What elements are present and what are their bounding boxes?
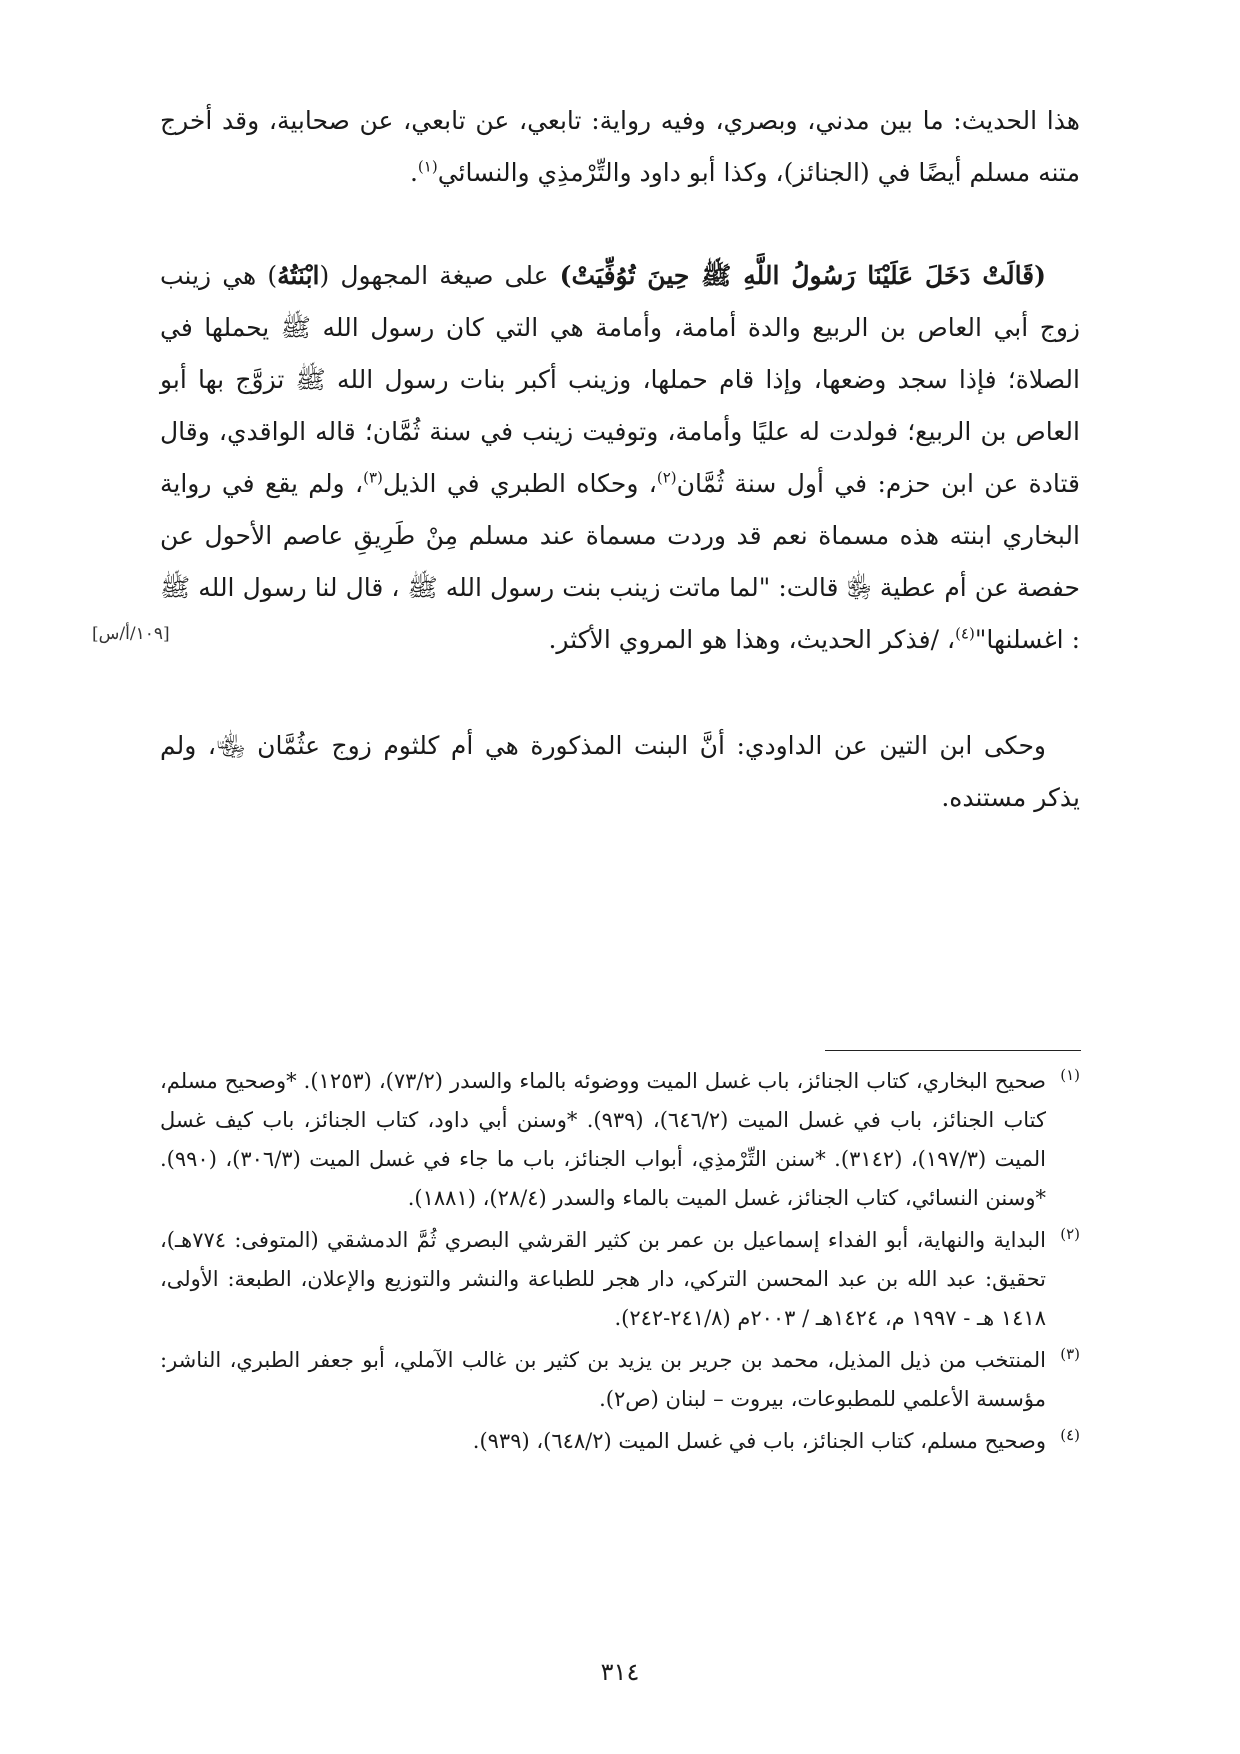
footnotes (160, 1062, 1080, 1464)
footnote-number: (٣) (1060, 1345, 1080, 1363)
footnote-1 (160, 1062, 1080, 1218)
footnote-2 (160, 1221, 1080, 1338)
footnote-separator (825, 1050, 1081, 1051)
paragraph-2-text-a: على صيغة المجهول ( (319, 261, 560, 290)
paragraph-1-end: . (409, 158, 418, 187)
quote-close: ) (559, 261, 572, 290)
footnote-number: (٤) (1060, 1426, 1080, 1444)
explained-term: ابْنَتُهُ (277, 261, 320, 290)
paragraph-2-text-b: ) هي زينب زوج أبي العاص بن الربيع والدة أمامة، وأمامة هي التي كان رسول الله ﷺ يحملها في الصلاة؛ فإذا سجد وضعها، وإذا قام حملها، وزينب أكبر بنات رسول الله ﷺ تزوَّج بها أبو العاص بن الربيع؛ فولدت له عليًا وأمامة، وتوفيت زينب في سنة ثُمَّان؛ قاله الواقدي، وقال قتادة عن ابن حزم: في أول سنة ثُمَّان (160, 261, 1080, 498)
paragraph-2 (160, 250, 1080, 666)
hadith-quote: قَالَتْ دَخَلَ عَلَيْنَا رَسُولُ اللَّهِ ﷺ حِينَ تُوُفِّيَتْ (571, 261, 1035, 290)
footnote-ref-2[interactable]: (٢) (656, 468, 677, 487)
footnote-text: صحيح البخاري، كتاب الجنائز، باب غسل الميت ووضوئه بالماء والسدر (٧٣/٢)، (١٢٥٣). *وصحيح مسلم، كتاب الجنائز، باب في غسل الميت (٦٤٦/٢)، (٩٣٩). *وسنن أبي داود، كتاب الجنائز، باب كيف غسل الميت (١٩٧/٣)، (٣١٤٢). *سنن التِّرْمذِي، أبواب الجنائز، باب ما جاء في غسل الميت (٣٠٦/٣)، (٩٩٠). *وسنن النسائي، كتاب الجنائز، غسل الميت بالماء والسدر (٢٨/٤)، (١٨٨١). (160, 1069, 1047, 1210)
footnote-text: البداية والنهاية، أبو الفداء إسماعيل بن عمر بن كثير القرشي البصري ثُمَّ الدمشقي (المتوفى: ٧٧٤هـ)، تحقيق: عبد الله بن عبد المحسن التركي، دار هجر للطباعة والنشر والتوزيع والإعلان، الطبعة: الأولى، ١٤١٨ هـ - ١٩٩٧ م، ١٤٢٤هـ / ٢٠٠٣م (٢٤١/٨-٢٤٢). (160, 1228, 1046, 1330)
manuscript-folio-note: [١٠٩/أ/س] (92, 624, 170, 644)
footnote-4 (160, 1422, 1080, 1461)
page-number: ٣١٤ (600, 1658, 640, 1686)
paragraph-2-text-c: ، وحكاه الطبري في الذيل (382, 469, 657, 498)
footnote-text: المنتخب من ذيل المذيل، محمد بن جرير بن يزيد بن كثير بن غالب الآملي، أبو جعفر الطبري، الناشر: مؤسسة الأعلمي للمطبوعات، بيروت – لبنان (ص٢). (160, 1348, 1046, 1411)
quote-open: ( (1034, 261, 1046, 290)
footnote-ref-3[interactable]: (٣) (363, 468, 383, 487)
footnote-number: (٢) (1060, 1225, 1080, 1243)
paragraph-3-text: وحكى ابن التين عن الداودي: أنَّ البنت المذكورة هي أم كلثوم زوج عثُمَّان ﵄، ولم يذكر مستنده. (160, 731, 1080, 812)
paragraph-2-text-d: ، ولم يقع في رواية البخاري ابنته هذه مسماة نعم قد وردت مسماة عند مسلم مِنْ طَرِيقِ عاصم الأحول عن حفصة عن أم عطية ﵂ قالت: "لما ماتت زينب بنت رسول الله ﷺ ، قال لنا رسول الله ﷺ : اغسلنها" (160, 469, 1080, 654)
paragraph-1-text: هذا الحديث: ما بين مدني، وبصري، وفيه رواية: تابعي، عن تابعي، عن صحابية، وقد أخرج متنه مسلم أيضًا في (الجنائز)، وكذا أبو داود والتِّرْمذِي والنسائي (160, 106, 1080, 187)
paragraph-1 (160, 95, 1080, 199)
footnote-3 (160, 1341, 1080, 1419)
paragraph-3 (160, 720, 1080, 824)
footnote-text: وصحيح مسلم، كتاب الجنائز، باب في غسل الميت (٦٤٨/٢)، (٩٣٩). (472, 1429, 1046, 1453)
footnote-ref-1[interactable]: (١) (417, 157, 438, 176)
paragraph-2-text-e: ، /فذكر الحديث، وهذا هو المروي الأكثر. (548, 625, 956, 654)
footnote-ref-4[interactable]: (٤) (955, 624, 975, 643)
footnote-number: (١) (1060, 1066, 1080, 1084)
